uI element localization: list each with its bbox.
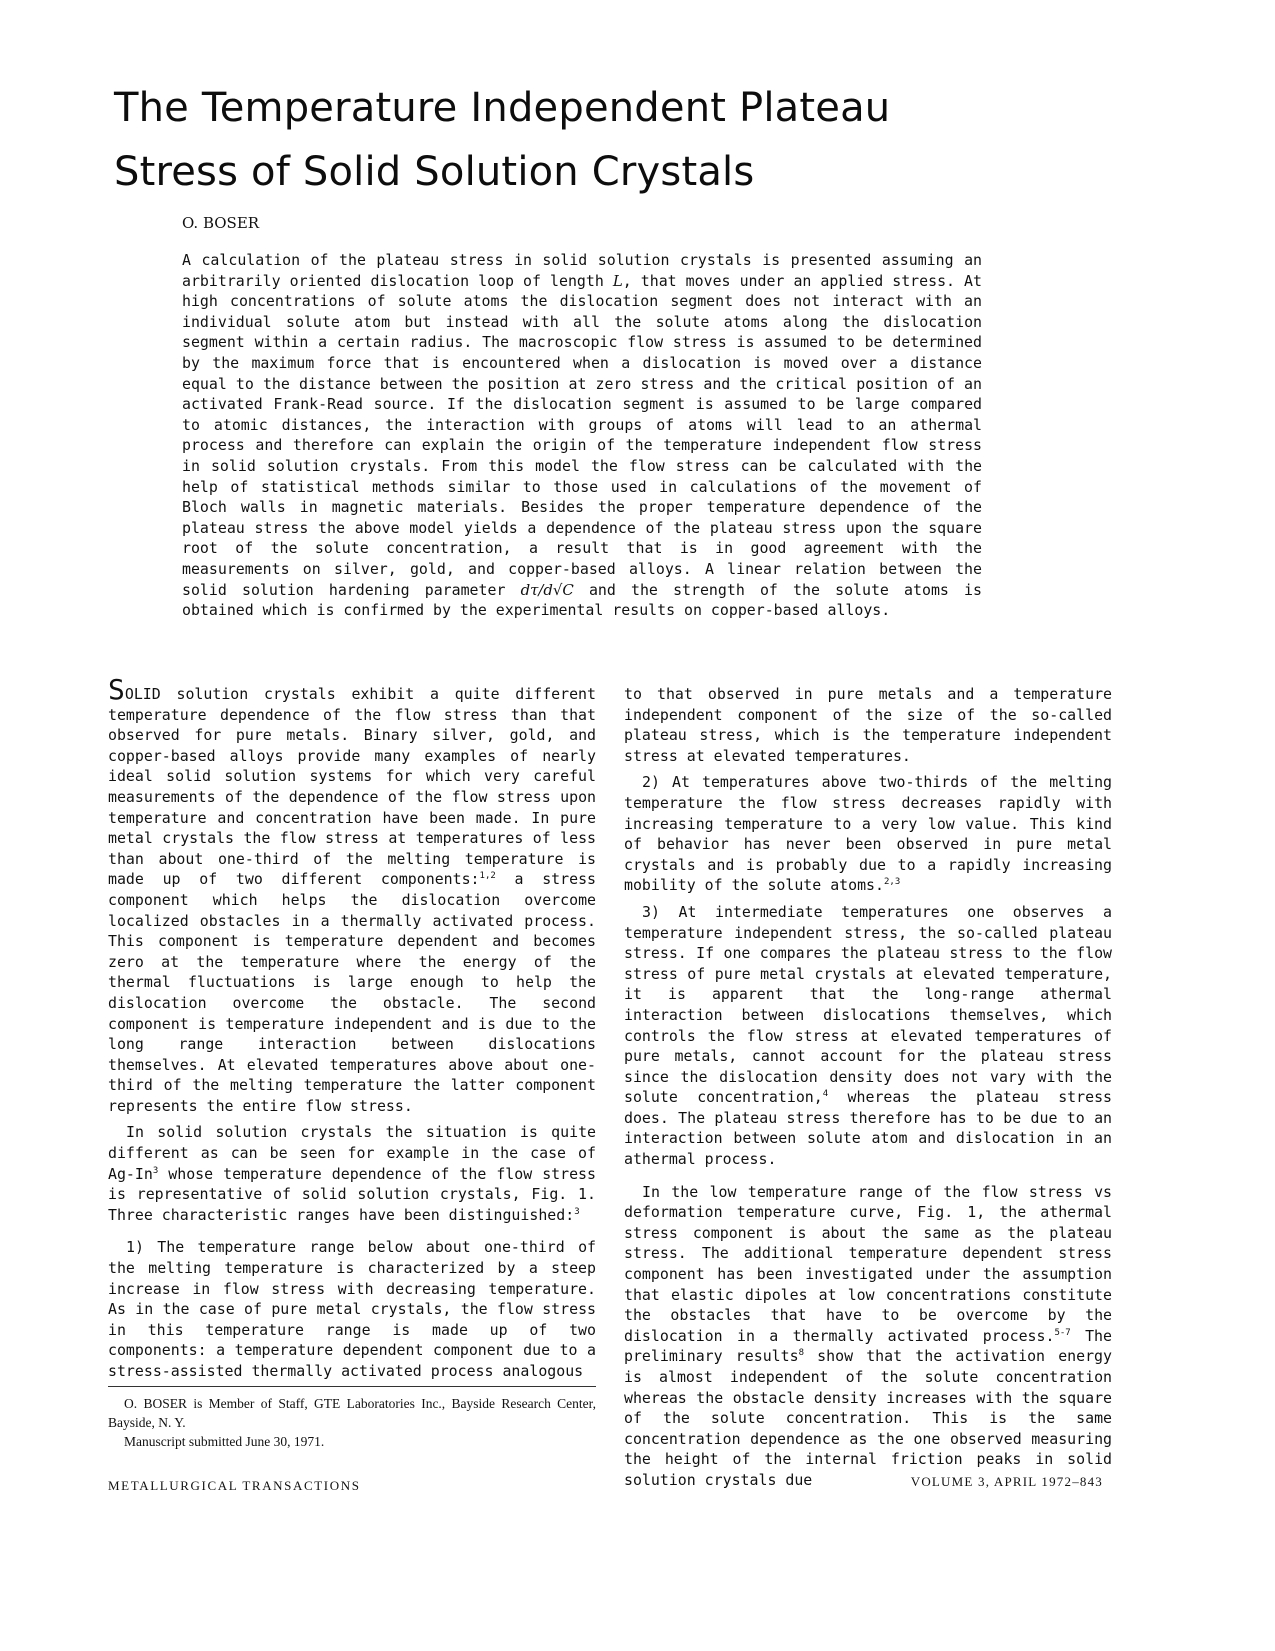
right-paragraph-2 [624, 772, 1112, 896]
left-p2-text-a: In solid solution crystals the situation is quite different as can be seen for example in the case of Ag-In [108, 1123, 596, 1183]
author-name: O. BOSER [182, 214, 260, 232]
right-paragraph-1: to that observed in pure metals and a temperature independent component of the size of the so-called plateau stress, which is the temperature independent stress at elevated temperatures. [624, 685, 1112, 765]
left-p1-text-a: solution crystals exhibit a quite different temperature dependence of the flow stress than that observed for pure metals. Binary silver, gold, and copper-based alloys provide many examples of nearly ideal solid solution systems for which very careful measurements of the dependence of the flow stress upon temperature and concentration have been made. In pure metal crystals the flow stress at temperatures of less than about one-third of the melting temperature is made up of two different components: [108, 685, 596, 889]
right-p3-text-b: whereas the plateau stress does. The plateau stress therefore has to be due to an interaction between solute atom and dislocation in an athermal process. [624, 1088, 1112, 1169]
left-p1-text-b: a stress component which helps the dislocation overcome localized obstacles in a thermally activated process. This component is temperature dependent and becomes zero at the temperature where the energy of the thermal fluctuations is large enough to help the dislocation overcome the obstacle. The second component is temperature independent and is due to the long range interaction between dislocations themselves. At elevated temperatures above about one-third of the melting temperature the latter component represents the entire flow stress. [108, 870, 596, 1115]
left-p2-text-b: whose temperature dependence of the flow stress is representative of solid solution crystals, Fig. 1. Three characteristic ranges have been distinguished: [108, 1164, 596, 1224]
left-paragraph-1 [108, 673, 596, 1116]
right-p4-text-a: In the low temperature range of the flow stress vs deformation temperature curve, Fig. 1, the athermal stress component is about the same as the plateau stress. The additional temperature dependent stress component has been investigated under the assumption that elastic dipoles at low concentrations constitute the obstacles that have to be overcome by the dislocation in a thermally activated process. [624, 1182, 1112, 1345]
footnote-submitted: Manuscript submitted June 30, 1971. [124, 1434, 325, 1449]
title-line-2: Stress of Solid Solution Crystals [114, 149, 755, 195]
citation-ref: 1,2 [479, 871, 496, 882]
abstract-text-3: and the strength of the solute atoms is obtained which is confirmed by the experimental results on copper-based alloys. [182, 580, 982, 620]
abstract [182, 250, 982, 621]
abstract-text-2: , that moves under an applied stress. At high concentrations of solute atoms the dislocation segment does not interact with an individual solute atom but instead with all the solute atoms along the dislocation segment within a certain radius. The macroscopic flow stress is assumed to be determined by the maximum force that is encountered when a dislocation is moved over a distance equal to the distance between the position at zero stress and the critical position of an activated Frank-Read source. If the dislocation segment is assumed to be large compared to atomic distances, the interaction with groups of atoms will lead to an athermal process and therefore can explain the origin of the temperature independent flow stress in solid solution crystals. From this model the flow stress can be calculated with the help of statistical methods similar to those used in calculations of the movement of Bloch walls in magnetic materials. Besides the proper temperature dependence of the plateau stress the above model yields a dependence of the plateau stress upon the square root of the solute concentration, a result that is in good agreement with the measurements on silver, gold, and copper-based alloys. A linear relation between the solid solution hardening parameter [182, 271, 982, 599]
right-paragraph-4 [624, 1182, 1112, 1491]
abstract-math-hardening: dτ/d√C [520, 580, 574, 599]
title-line-1: The Temperature Independent Plateau [114, 85, 891, 131]
paper-title [114, 76, 1114, 204]
abstract-var-l: L [612, 271, 623, 290]
footnote-divider [108, 1386, 596, 1387]
left-column [108, 673, 596, 1388]
right-p3-text-a: 3) At intermediate temperatures one observes a temperature independent stress, the so-called plateau stress. If one compares the plateau stress to the flow stress of pure metal crystals at elevated temperature, it is apparent that the long-range athermal interaction between dislocations themselves, which controls the flow stress at elevated temperatures of pure metals, cannot account for the plateau stress since the dislocation density does not vary with the solute concentration, [624, 902, 1112, 1107]
volume-page: VOLUME 3, APRIL 1972–843 [910, 1474, 1103, 1489]
right-p2-text-a: 2) At temperatures above two-thirds of the melting temperature the flow stress decreases rapidly with increasing temperature to a very low value. This kind of behavior has never been observed in pure metal crystals and is probably due to a rapidly increasing mobility of the solute atoms. [624, 773, 1112, 895]
citation-ref: 3 [152, 1165, 159, 1176]
left-paragraph-2 [108, 1122, 596, 1225]
left-paragraph-3: 1) The temperature range below about one-third of the melting temperature is characterized by a steep increase in flow stress with decreasing temperature. As in the case of pure metal crystals, the flow stress in this temperature range is made up of two components: a temperature dependent component due to a stress-assisted thermally activated process analogous [108, 1238, 596, 1380]
lead-smallcaps: OLID [124, 685, 161, 703]
citation-ref: 8 [798, 1348, 804, 1359]
right-column [624, 684, 1112, 1497]
citation-ref: 3 [574, 1206, 580, 1217]
abstract-text-1: A calculation of the plateau stress in solid solution crystals is presented assuming an arbitrarily oriented dislocation loop of length [182, 251, 982, 290]
journal-name: METALLURGICAL TRANSACTIONS [108, 1478, 361, 1493]
right-p4-text-b: The preliminary results [624, 1326, 1112, 1366]
citation-ref: 2,3 [883, 877, 901, 888]
citation-ref: 5-7 [1054, 1327, 1071, 1338]
footnote [108, 1394, 596, 1451]
right-paragraph-3 [624, 902, 1112, 1170]
right-p4-text-c: show that the activation energy is almost independent of the solute concentration whereas the obstacle density increases with the square of the solute concentration. This is the same concentration dependence as the one observed measuring the height of the internal friction peaks in solid solution crystals due [624, 1347, 1112, 1489]
citation-ref: 4 [822, 1089, 829, 1100]
footnote-affiliation: O. BOSER is Member of Staff, GTE Laboratories Inc., Bayside Research Center, Bayside, N. Y. [108, 1396, 596, 1430]
drop-cap: S [108, 673, 125, 706]
